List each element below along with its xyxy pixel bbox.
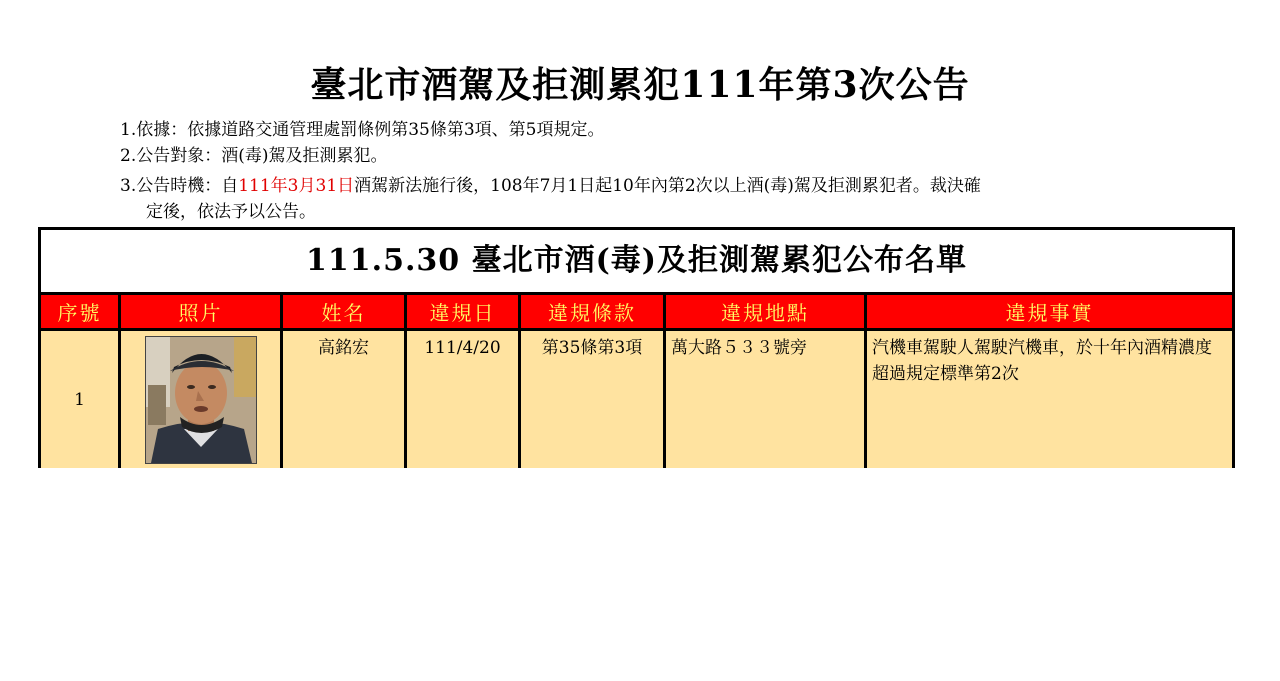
cell-clause: 第35條第3項 (521, 331, 666, 468)
note-target: 2.公告對象：酒(毒)駕及拒測累犯。 (120, 146, 388, 166)
note-timing (120, 173, 1180, 199)
cell-name: 高銘宏 (283, 331, 407, 468)
note-timing-continued: 定後，依法予以公告。 (146, 202, 316, 222)
cell-fact: 汽機車駕駛人駕駛汽機車，於十年內酒精濃度超過規定標準第2次 (867, 331, 1232, 468)
header-clause: 違規條款 (521, 295, 666, 331)
note-timing-prefix: 3.公告時機：自 (120, 176, 239, 196)
cell-serial: 1 (41, 331, 121, 468)
header-serial: 序號 (41, 295, 121, 331)
person-photo (145, 336, 257, 464)
cell-date: 111/4/20 (407, 331, 521, 468)
table-title: 111.5.30 臺北市酒(毒)及拒測駕累犯公布名單 (41, 230, 1232, 295)
offender-table (38, 227, 1235, 468)
cell-location: 萬大路５３３號旁 (666, 331, 867, 468)
header-photo: 照片 (121, 295, 283, 331)
table-row (41, 331, 1232, 468)
announcement-notes (120, 117, 1180, 225)
note-timing-date: 111年3月31日 (238, 176, 355, 196)
header-location: 違規地點 (666, 295, 867, 331)
page-title: 臺北市酒駕及拒測累犯111年第3次公告 (310, 64, 970, 106)
person-photo-image (146, 337, 256, 463)
cell-photo (121, 331, 283, 468)
note-basis: 1.依據：依據道路交通管理處罰條例第35條第3項、第5項規定。 (120, 120, 605, 140)
header-date: 違規日 (407, 295, 521, 331)
header-name: 姓名 (283, 295, 407, 331)
note-timing-suffix: 酒駕新法施行後，108年7月1日起10年內第2次以上酒(毒)駕及拒測累犯者。裁決確 (354, 176, 981, 196)
header-fact: 違規事實 (867, 295, 1232, 331)
table-header-row (41, 295, 1232, 331)
